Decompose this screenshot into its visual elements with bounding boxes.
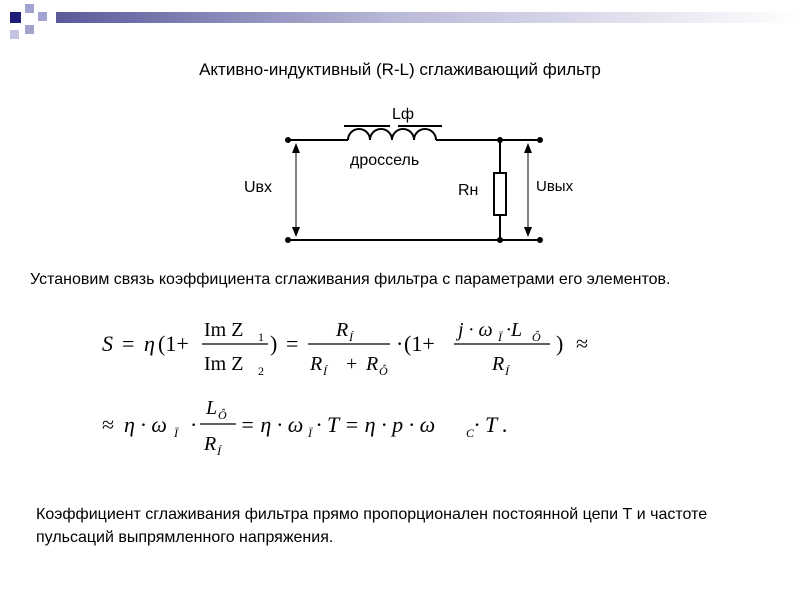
terminal-in-bottom bbox=[285, 237, 291, 243]
f1-lhs: S bbox=[102, 331, 113, 356]
junction-bottom bbox=[497, 237, 503, 243]
f2-approx: ≈ bbox=[102, 412, 115, 437]
paragraph-conclusion: Коэффициент сглаживания фильтра прямо пропорционален постоянной цепи Т и частоте пульсаций выпрямленного напряжения. bbox=[36, 506, 708, 546]
slide-title: Активно-индуктивный (R-L) сглаживающий фильтр bbox=[199, 60, 601, 79]
output-arrowhead-up bbox=[524, 143, 532, 153]
f1-eq: = bbox=[122, 331, 135, 356]
f2-eq1: = η · ω bbox=[240, 412, 304, 437]
f1-open2: (1+ bbox=[404, 331, 435, 356]
inductor-label: Lф bbox=[392, 106, 415, 123]
header-gradient-band bbox=[56, 12, 800, 23]
f2-end: · T . bbox=[474, 412, 508, 437]
output-voltage-label: Uвых bbox=[536, 178, 574, 195]
load-resistor bbox=[494, 173, 506, 215]
load-label: Rн bbox=[458, 182, 479, 199]
input-arrowhead-up bbox=[292, 143, 300, 153]
f2-den: R bbox=[204, 433, 217, 455]
rl-filter-circuit bbox=[230, 95, 574, 255]
paragraph-intro: Установим связь коэффициента сглаживания фильтра с параметрами его элементов. bbox=[30, 271, 671, 288]
input-arrowhead-down bbox=[292, 227, 300, 237]
f2-eta-omega: η · ω bbox=[124, 412, 167, 437]
f1-num3-tail-sub: Ô bbox=[532, 330, 541, 344]
f1-den3-sub: Í bbox=[505, 364, 509, 378]
f1-den2a-sub: Í bbox=[323, 364, 327, 378]
f2-num-sub: Ô bbox=[218, 408, 227, 422]
terminal-out-bottom bbox=[537, 237, 543, 243]
header-square-light-2 bbox=[38, 12, 47, 21]
f2-dot: · bbox=[190, 412, 198, 437]
inductor-coils bbox=[348, 129, 436, 140]
f1-open1: (1+ bbox=[158, 331, 189, 356]
f1-eta: η bbox=[144, 331, 155, 356]
header-square-light-3 bbox=[25, 25, 34, 34]
f1-num3-sub: Ï bbox=[498, 330, 502, 344]
f2-omega2-sub: Ï bbox=[308, 426, 312, 440]
f1-den2a: R bbox=[310, 353, 323, 375]
f2-num: L bbox=[206, 397, 218, 419]
terminal-in-top bbox=[285, 137, 291, 143]
f1-close2: ) bbox=[556, 331, 564, 356]
f1-approx: ≈ bbox=[576, 331, 589, 356]
header-square-light-1 bbox=[25, 4, 34, 13]
f1-den2b-sub: Ô bbox=[379, 364, 388, 378]
terminal-out-top bbox=[537, 137, 543, 143]
f2-omega3-sub: C bbox=[466, 426, 475, 440]
f2-t-part: · T = η · p · ω bbox=[316, 412, 436, 437]
f1-num1-sub: 1 bbox=[258, 330, 264, 344]
f1-den3: R bbox=[492, 353, 505, 375]
f1-close1: ) bbox=[270, 331, 278, 356]
f2-den-sub: Í bbox=[217, 444, 221, 458]
slide-header-decoration bbox=[0, 0, 800, 50]
smoothing-formula bbox=[90, 310, 650, 470]
f1-den1-sub: 2 bbox=[258, 364, 264, 378]
output-arrowhead-down bbox=[524, 227, 532, 237]
input-voltage-label: Uвх bbox=[244, 179, 273, 196]
f1-num2-sub: Í bbox=[349, 330, 353, 344]
f1-num1: Im Z bbox=[204, 319, 244, 341]
f1-den1: Im Z bbox=[204, 353, 244, 375]
f1-num3-tail: ·L bbox=[506, 319, 523, 341]
f1-num3: j · ω bbox=[458, 319, 493, 341]
header-square-light-4 bbox=[10, 30, 19, 39]
inductor-caption: дроссель bbox=[350, 152, 420, 169]
f1-plus: + bbox=[346, 353, 358, 375]
f1-den2b: R bbox=[366, 353, 379, 375]
junction-top bbox=[497, 137, 503, 143]
f1-num2: R bbox=[336, 319, 349, 341]
f2-omega-sub: Ï bbox=[174, 426, 178, 440]
f1-dot: · bbox=[396, 331, 404, 356]
header-square-dark bbox=[10, 12, 21, 23]
f1-eq2: = bbox=[286, 331, 299, 356]
